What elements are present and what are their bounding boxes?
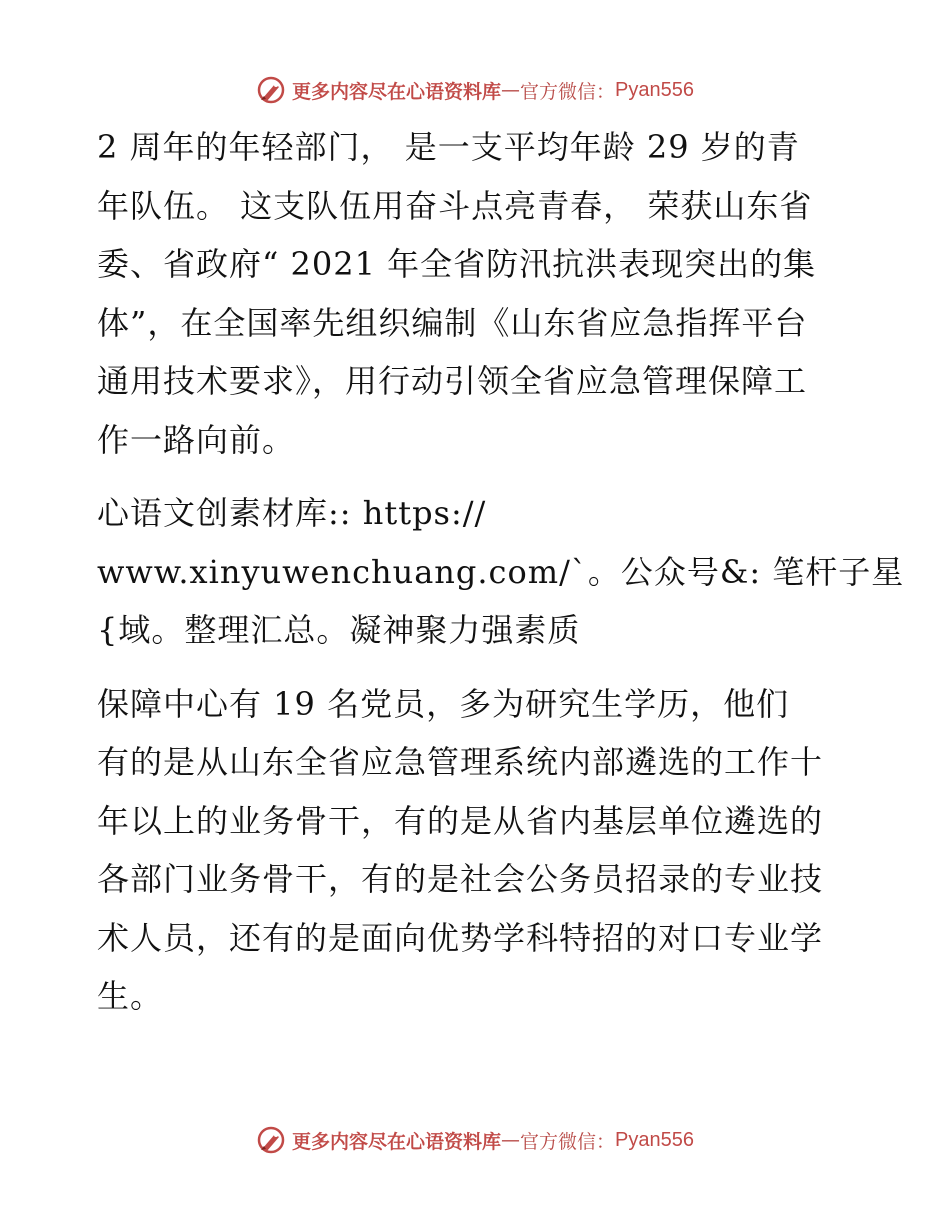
banner-wechat-id: Pyan556 (615, 1128, 694, 1151)
header-watermark-banner (0, 70, 950, 110)
text-line: 2 周年的年轻部门， 是一支平均年龄 29 岁的青 (97, 128, 800, 166)
text-line: 委、省政府“ 2021 年全省防汛抗洪表现突出的集 (97, 245, 817, 283)
paragraph-2 (97, 484, 905, 660)
text-line: 生。 (97, 977, 164, 1015)
banner-wechat-label: 官方微信： (520, 1130, 616, 1153)
text-line: 心语文创素材库:: https:// (97, 494, 487, 532)
banner-text: 更多内容尽在心语资料库 (292, 80, 502, 103)
pen-logo-icon (256, 1125, 286, 1155)
banner-wechat-id: Pyan556 (615, 78, 694, 101)
text-line: 作一路向前。 (97, 420, 296, 459)
text-line: 体”，在全国率先组织编制《山东省应急指挥平台 (97, 303, 808, 342)
document-body (97, 118, 905, 1026)
banner-separator: — (501, 1129, 521, 1151)
text-line: 有的是从山东全省应急管理系统内部遴选的工作十 (97, 743, 824, 781)
text-line: {域。整理汇总。凝神聚力强素质 (97, 611, 581, 649)
text-line: www.xinyuwenchuang.com/`。公众号&: 笔杆子星 (97, 552, 905, 591)
footer-watermark-banner (0, 1120, 950, 1160)
text-line: 年以上的业务骨干，有的是从省内基层单位遴选的 (97, 801, 824, 840)
text-line: 各部门业务骨干，有的是社会公务员招录的专业技 (97, 860, 824, 898)
pen-logo-icon (256, 75, 286, 105)
text-line: 保障中心有 19 名党员，多为研究生学历，他们 (97, 684, 790, 723)
paragraph-3 (97, 675, 852, 1026)
text-line: 年队伍。 这支队伍用奋斗点亮青春， 荣获山东省 (97, 186, 813, 225)
text-line: 通用技术要求》，用行动引领全省应急管理保障工 (97, 362, 808, 400)
banner-separator: — (501, 79, 521, 101)
banner-text: 更多内容尽在心语资料库 (292, 1130, 502, 1153)
banner-wechat-label: 官方微信： (520, 80, 616, 103)
paragraph-1 (97, 118, 852, 469)
text-line: 术人员，还有的是面向优势学科特招的对口专业学 (97, 918, 824, 957)
